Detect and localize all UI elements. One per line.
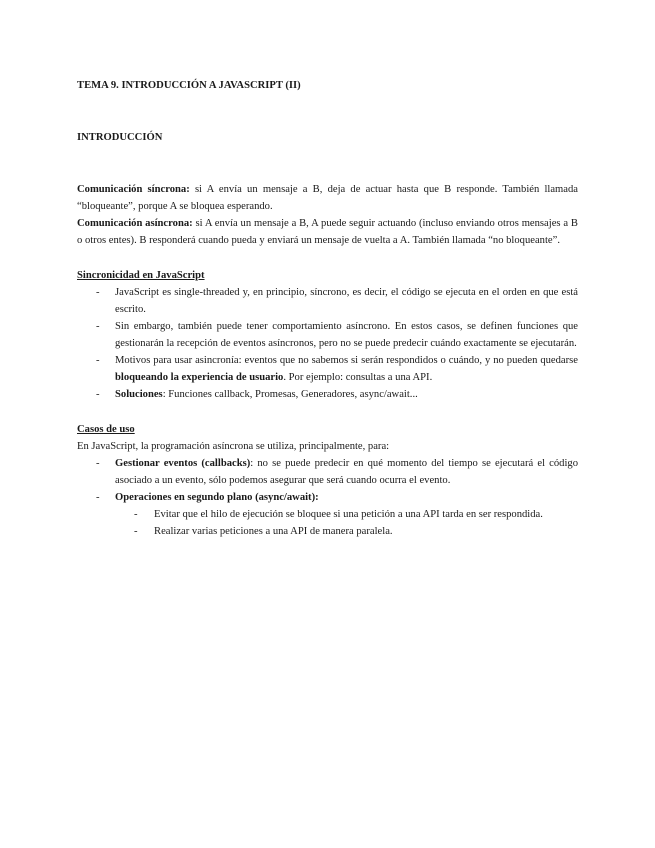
- list-item: [77, 523, 578, 540]
- dash-bullet: -: [96, 492, 100, 503]
- async-text: si A envía un mensaje a B, A puede seguir actuando (incluso enviando otros mensajes a B o otros entes). B responderá cuando pueda y enviará un mensaje de vuelta a A. También llamada “no bloqueante”.: [77, 218, 578, 246]
- casos-heading: Casos de uso: [77, 424, 135, 435]
- casos-sublist: [77, 506, 578, 540]
- sync-term: Comunicación síncrona:: [77, 184, 190, 195]
- dash-bullet: -: [96, 287, 100, 298]
- list-item: [77, 352, 578, 386]
- list-item-text: Motivos para usar asincronía: eventos que no sabemos si serán respondidos o cuándo, y no pueden quedarse: [115, 355, 578, 366]
- document-content: [77, 77, 578, 540]
- section-heading: INTRODUCCIÓN: [77, 132, 163, 143]
- list-item: [77, 318, 578, 352]
- dash-bullet: -: [96, 321, 100, 332]
- casos-intro: En JavaScript, la programación asíncrona se utiliza, principalmente, para:: [77, 441, 390, 452]
- list-item-text: JavaScript es single-threaded y, en principio, síncrono, es decir, el código se ejecuta en el orden en que está escrito.: [115, 287, 578, 315]
- dash-bullet: -: [96, 458, 100, 469]
- casos-list: [77, 455, 578, 506]
- async-term: Comunicación asíncrona:: [77, 218, 193, 229]
- document-title: TEMA 9. INTRODUCCIÓN A JAVASCRIPT (II): [77, 80, 301, 91]
- dash-bullet: -: [134, 526, 138, 537]
- dash-bullet: -: [134, 509, 138, 520]
- dash-bullet: -: [96, 355, 100, 366]
- list-item-bold: Operaciones en segundo plano (async/await):: [115, 492, 319, 503]
- list-item: [77, 386, 578, 403]
- list-item: [77, 284, 578, 318]
- sincronicidad-list: [77, 284, 578, 403]
- list-item-bold: bloqueando la experiencia de usuario: [115, 372, 284, 383]
- list-item: [77, 489, 578, 506]
- list-item-bold: Gestionar eventos (callbacks): [115, 458, 251, 469]
- list-item-text: Evitar que el hilo de ejecución se bloquee si una petición a una API tarda en ser respondida.: [154, 509, 543, 520]
- list-item: [77, 506, 578, 523]
- sync-text: si A envía un mensaje a B, deja de actuar hasta que B responde. También llamada “bloqueante”, porque A se bloquea esperando.: [77, 184, 578, 212]
- dash-bullet: -: [96, 389, 100, 400]
- sync-definition: [77, 181, 578, 215]
- list-item-text: Realizar varias peticiones a una API de manera paralela.: [154, 526, 393, 537]
- async-definition: [77, 215, 578, 249]
- list-item-text: : no se puede predecir en qué momento del tiempo se ejecutará el código asociado a un evento, sólo podemos asegurar que será cuando ocurra el evento.: [115, 458, 579, 486]
- list-item-text: : Funciones callback, Promesas, Generadores, async/await...: [162, 389, 418, 400]
- list-item: [77, 455, 578, 489]
- list-item-bold: Soluciones: [115, 389, 163, 400]
- sincronicidad-heading: Sincronicidad en JavaScript: [77, 270, 205, 281]
- list-item-text: . Por ejemplo: consultas a una API.: [283, 372, 433, 383]
- list-item-text: Sin embargo, también puede tener comportamiento asíncrono. En estos casos, se definen funciones que gestionarán la recepción de eventos asíncronos, pero no se puede predecir cuándo exactamente se ejecutarán.: [115, 321, 578, 349]
